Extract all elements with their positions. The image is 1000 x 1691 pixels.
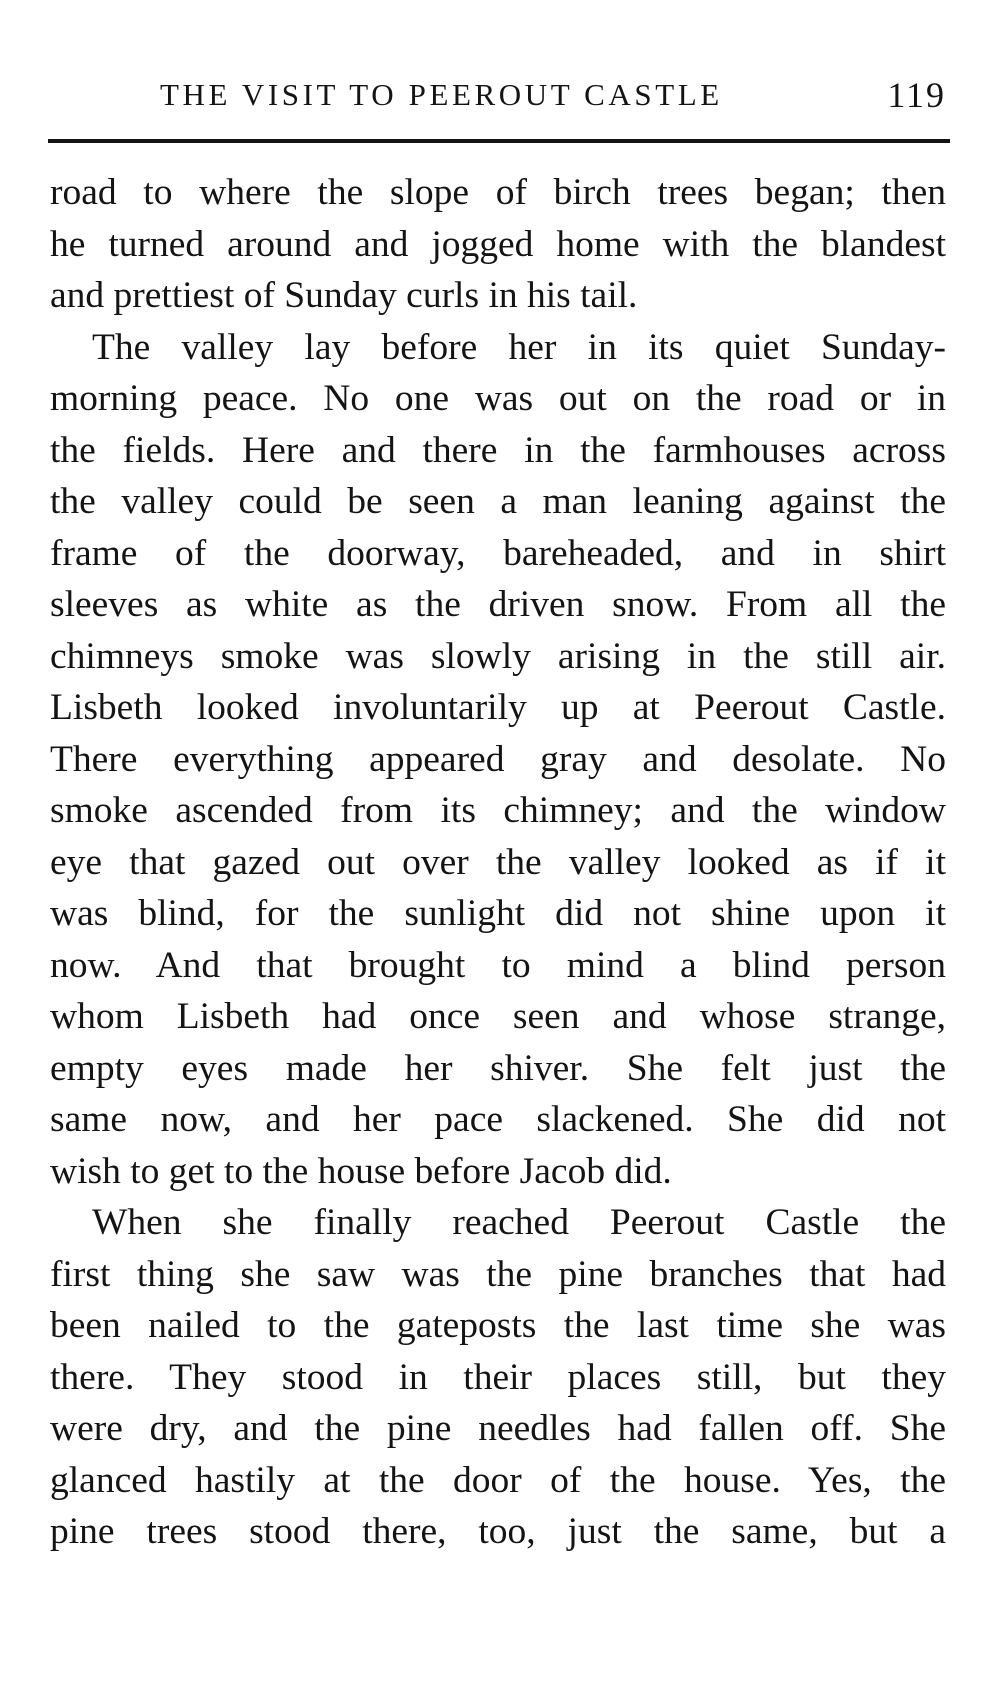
text-line: eye that gazed out over the valley looked as if it	[50, 841, 946, 883]
text-line: whom Lisbeth had once seen and whose strange,	[50, 996, 946, 1037]
page-number: 119	[887, 75, 946, 115]
paragraph	[50, 322, 946, 1198]
text-line: Lisbeth looked involuntarily up at Peerout Castle.	[50, 687, 946, 728]
text-line: morning peace. No one was out on the road or in	[50, 378, 946, 419]
text-line: the valley could be seen a man leaning against the	[50, 481, 946, 522]
header-rule	[48, 139, 950, 143]
text-line: and prettiest of Sunday curls in his tail.	[50, 275, 638, 316]
running-title: THE VISIT TO PEEROUT CASTLE	[160, 77, 723, 112]
paragraph	[50, 1197, 946, 1558]
text-line: The valley lay before her in its quiet Sunday-	[92, 326, 946, 368]
running-header	[48, 70, 946, 120]
text-line: road to where the slope of birch trees began; then	[50, 172, 946, 213]
text-line: smoke ascended from its chimney; and the window	[50, 790, 946, 831]
text-line: were dry, and the pine needles had fallen off. She	[50, 1408, 946, 1449]
text-line: There everything appeared gray and desolate. No	[50, 738, 946, 780]
text-line: now. And that brought to mind a blind person	[50, 944, 946, 986]
text-line: been nailed to the gateposts the last time she was	[50, 1305, 946, 1346]
text-line: sleeves as white as the driven snow. From all the	[50, 584, 946, 625]
text-line: same now, and her pace slackened. She did not	[50, 1099, 946, 1140]
text-line: pine trees stood there, too, just the same, but a	[50, 1511, 946, 1552]
text-line: When she finally reached Peerout Castle the	[92, 1202, 946, 1243]
text-line: chimneys smoke was slowly arising in the still air.	[50, 635, 946, 677]
text-line: wish to get to the house before Jacob did.	[50, 1150, 672, 1192]
text-line: frame of the doorway, bareheaded, and in shirt	[50, 532, 946, 574]
text-line: glanced hastily at the door of the house. Yes, the	[50, 1459, 946, 1501]
text-line: was blind, for the sunlight did not shine upon it	[50, 893, 946, 934]
text-line: there. They stood in their places still, but they	[50, 1356, 946, 1398]
paragraph	[50, 167, 946, 322]
body-text	[50, 167, 946, 1558]
text-line: he turned around and jogged home with the blandest	[50, 223, 946, 265]
text-line: the fields. Here and there in the farmhouses across	[50, 429, 946, 471]
text-line: empty eyes made her shiver. She felt just the	[50, 1047, 946, 1089]
text-line: first thing she saw was the pine branches that had	[50, 1253, 946, 1295]
